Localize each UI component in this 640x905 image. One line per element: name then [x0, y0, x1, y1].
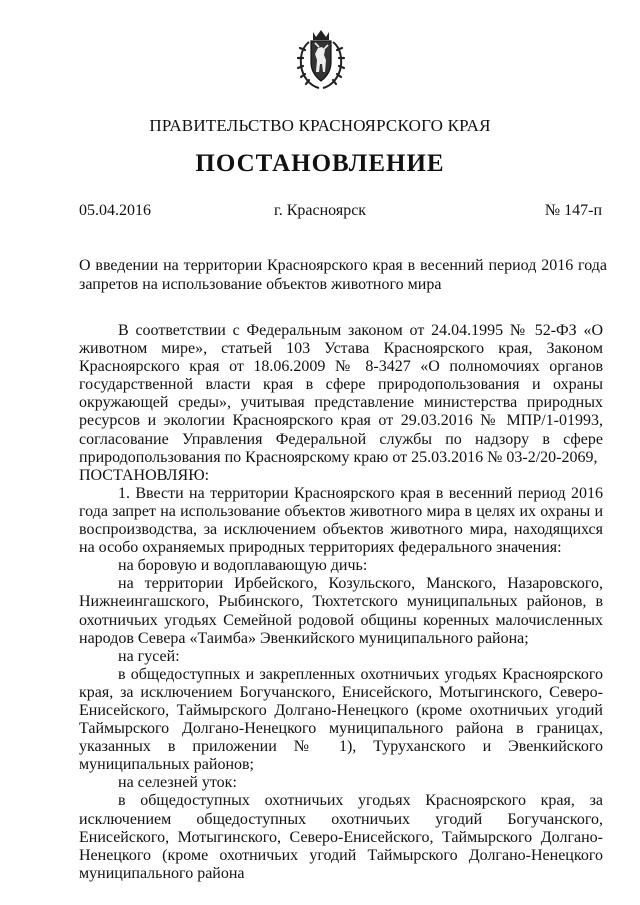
body-paragraph: в общедоступных и закрепленных охотничьих угодьях Красноярского края, за исключением Богучанского, Енисейского, Мотыгинского, Северо-Енисейского, Таймырского Долгано-Ненецкого (кроме охотничьих угодий Таймырского Долгано-Ненецкого муниципального района в границах, указанных в приложении № 1), Туруханского и Эвенкийского муниципальных районов; [79, 665, 603, 774]
organization-name: ПРАВИТЕЛЬСТВО КРАСНОЯРСКОГО КРАЯ [149, 116, 491, 135]
document-subject: О введении на территории Красноярского края в весенний период 2016 года запретов на использование объектов животного мира [79, 257, 607, 293]
resolve-keyword: ПОСТАНОВЛЯЮ: [79, 466, 210, 484]
body-paragraph: на территории Ирбейского, Козульского, Манского, Назаровского, Нижнеингашского, Рыбинского, Тюхтетского муниципальных районов, в охотничьих угодьях Семейной родовой общины коренных малочисленных народов Севера «Таимба» Эвенкийского муниципального района; [79, 575, 603, 647]
document-number: № 147-п [544, 202, 602, 219]
body-paragraph: на боровую и водоплавающую дичь: [118, 557, 368, 575]
body-paragraph: в общедоступных охотничьих угодьях Красноярского края, за исключением общедоступных охотничьих угодий Богучанского, Енисейского, Мотыгинского, Северо-Енисейского, Таймырского Долгано-Ненецкого (кроме охотничьих угодий Таймырского Долгано-Ненецкого муниципального района [79, 792, 603, 882]
body-paragraph: на селезней уток: [118, 774, 237, 792]
body-paragraph: 1. Ввести на территории Красноярского края в весенний период 2016 года запрет на использование объектов животного мира в целях их охраны и воспроизводства, за исключением объектов животного мира, находящихся на особо охраняемых природных территориях федерального значения: [79, 484, 603, 557]
document-date: 05.04.2016 [79, 202, 151, 219]
document-type-title: ПОСТАНОВЛЕНИЕ [195, 150, 445, 177]
body-paragraph: на гусей: [118, 647, 180, 665]
preamble-paragraph: В соответствии с Федеральным законом от 24.04.1995 № 52-ФЗ «О животном мире», статьей 103 Устава Красноярского края, Законом Красноярского края от 18.06.2009 № 8-3427 «О полномочиях органов государственной власти края в сфере природопользования и охраны окружающей среды», учитывая представление министерства природных ресурсов и экологии Красноярского края от 29.03.2016 № МПР/1-01993, согласование Управления Федеральной службы по надзору в сфере природопользования по Красноярскому краю от 25.03.2016 № 03-2/20-2069, [79, 322, 603, 466]
document-body [79, 322, 603, 883]
document-city: г. Красноярск [273, 202, 367, 219]
coat-of-arms-icon [295, 28, 347, 92]
